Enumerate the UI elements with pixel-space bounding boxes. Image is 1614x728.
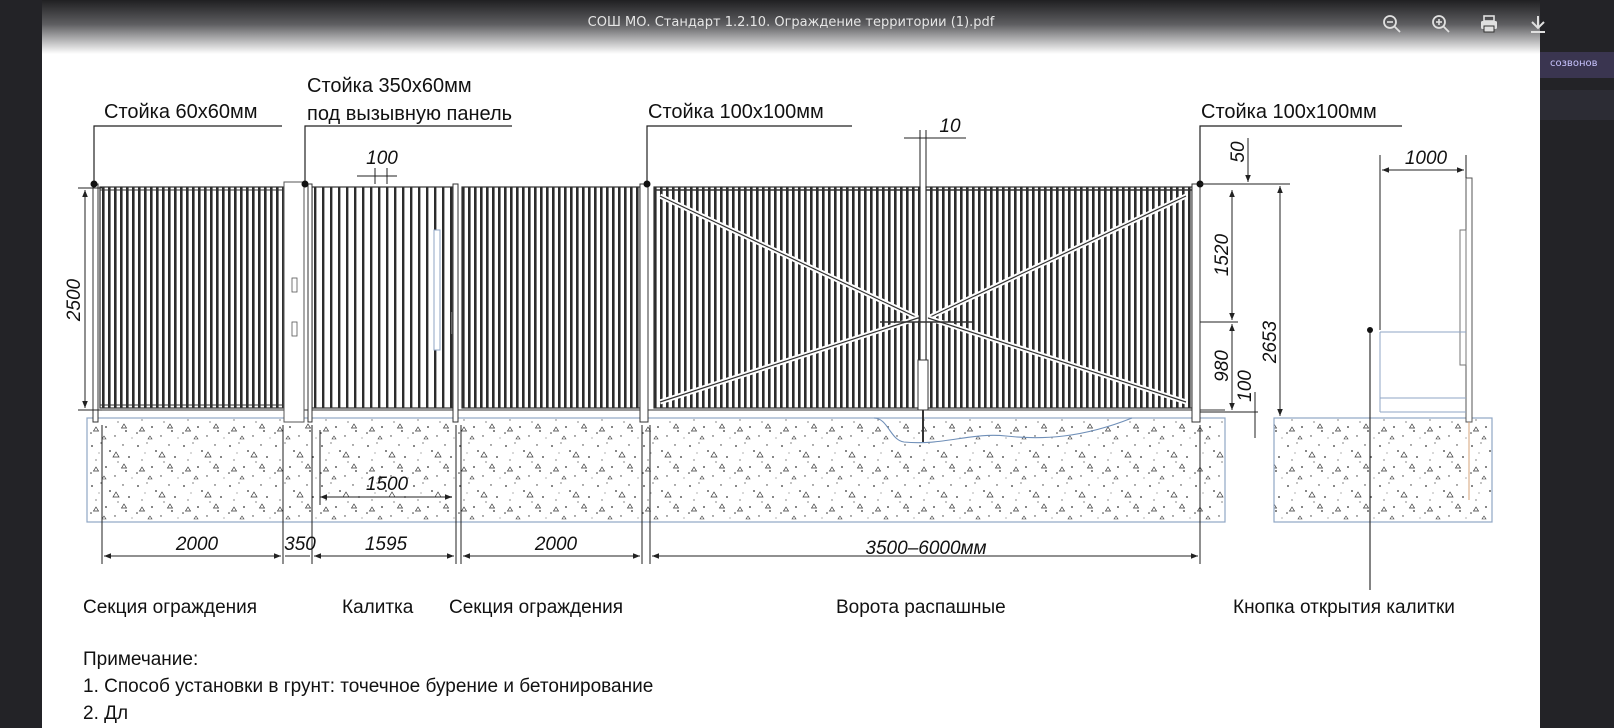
zoom-out-icon[interactable] [1380,12,1404,36]
label-open-button: Кнопка открытия калитки [1233,597,1455,618]
fence-drawing [42,0,1540,728]
swing-gate [654,184,1200,442]
background-badge-label: созвонов [1550,58,1598,69]
dim-1000: 1000 [1404,148,1448,169]
concrete-foundation [87,410,1492,522]
document-title: СОШ МО. Стандарт 1.2.10. Ограждение территории (1).pdf [587,15,995,30]
callout-post-350-line1: Стойка 350х60мм [307,75,472,97]
print-icon[interactable] [1477,12,1501,36]
dim-2000-b: 2000 [534,534,578,555]
dim-350: 350 [284,534,316,555]
notes-heading: Примечание: [83,649,199,670]
label-fence-section-1: Секция ограждения [83,597,258,618]
zoom-in-icon[interactable] [1429,12,1453,36]
fence-section-1 [93,184,283,422]
label-swing-gate: Ворота распашные [836,597,1006,618]
dim-2653: 2653 [1260,320,1281,364]
dim-10: 10 [939,116,961,137]
background-app-right [1540,0,1614,728]
dim-100-base: 100 [1235,370,1256,402]
download-icon[interactable] [1526,12,1550,36]
dim-1500: 1500 [365,474,409,495]
callout-post-350-line2: под вызывную панель [307,103,513,125]
dim-2000-a: 2000 [175,534,219,555]
dim-1520: 1520 [1212,233,1233,277]
background-row [1540,90,1614,120]
dim-gate-width: 3500–6000мм [865,538,987,559]
notes-line-1: 1. Способ установки в грунт: точечное бурение и бетонирование [83,676,654,697]
dim-100-top: 100 [366,148,398,169]
label-wicket: Калитка [342,597,414,618]
dim-50: 50 [1228,141,1249,163]
notes-line-2: 2. Дл [83,703,129,724]
callout-post-100-right: Стойка 100х100мм [1201,101,1377,123]
callout-post-60: Стойка 60х60мм [104,101,258,123]
background-badge [1540,52,1614,78]
fence-section-2 [462,184,648,422]
label-fence-section-2: Секция ограждения [449,597,624,618]
callout-leaders [94,126,1402,184]
call-panel-post [284,182,304,422]
side-view [1367,178,1472,590]
wicket-door [308,184,458,422]
background-app-left [0,0,42,728]
callout-post-100-left: Стойка 100х100мм [648,101,824,123]
dim-980: 980 [1212,350,1233,382]
dim-1595: 1595 [364,534,408,555]
pdf-viewer-toolbar [42,0,1540,54]
dim-2500: 2500 [64,278,85,322]
